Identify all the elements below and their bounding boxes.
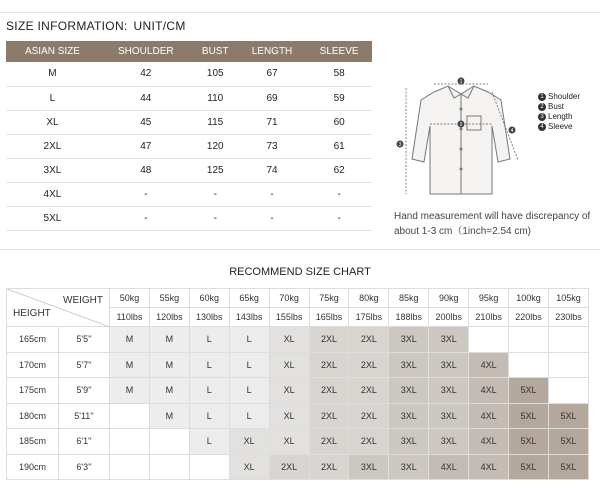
height-ft-cell: 5'11'' bbox=[59, 403, 110, 429]
size-recommend-cell bbox=[149, 454, 189, 480]
size-recommend-cell: 3XL bbox=[389, 454, 429, 480]
size-table-header bbox=[6, 41, 372, 62]
size-cell: 71 bbox=[238, 110, 306, 134]
height-cm-cell: 175cm bbox=[7, 378, 59, 404]
size-cell: 42 bbox=[99, 62, 193, 86]
size-recommend-cell: 5XL bbox=[548, 429, 588, 455]
size-info-unit: UNIT/CM bbox=[133, 19, 186, 33]
size-recommend-cell: 3XL bbox=[429, 429, 469, 455]
size-cell: 125 bbox=[193, 158, 238, 182]
size-cell: 3XL bbox=[6, 158, 99, 182]
size-row bbox=[6, 158, 372, 182]
size-recommend-cell bbox=[110, 454, 150, 480]
size-cell: - bbox=[238, 182, 306, 206]
size-column-header: ASIAN SIZE bbox=[6, 41, 99, 62]
weight-kg-cell: 70kg bbox=[269, 289, 309, 308]
size-recommend-cell: XL bbox=[269, 429, 309, 455]
size-cell: - bbox=[306, 206, 372, 230]
legend-item bbox=[538, 102, 580, 112]
size-recommend-cell: L bbox=[189, 429, 229, 455]
size-recommend-cell: L bbox=[189, 403, 229, 429]
svg-text:4: 4 bbox=[510, 128, 514, 134]
size-recommend-cell: L bbox=[189, 327, 229, 353]
size-cell: 58 bbox=[306, 62, 372, 86]
size-recommend-cell: M bbox=[149, 378, 189, 404]
size-recommend-cell bbox=[548, 352, 588, 378]
height-header: HEIGHT bbox=[13, 308, 51, 319]
size-recommend-cell: 4XL bbox=[469, 429, 509, 455]
legend-label: Sleeve bbox=[548, 122, 573, 131]
height-row bbox=[7, 378, 589, 404]
size-column-header: SLEEVE bbox=[306, 41, 372, 62]
size-cell: 59 bbox=[306, 86, 372, 110]
weight-lbs-cell: 165lbs bbox=[309, 308, 349, 327]
svg-text:1: 1 bbox=[459, 79, 463, 85]
legend-label: Bust bbox=[548, 102, 565, 111]
weight-kg-cell: 60kg bbox=[189, 289, 229, 308]
height-cm-cell: 165cm bbox=[7, 327, 59, 353]
weight-lbs-cell: 130lbs bbox=[189, 308, 229, 327]
weight-kg-cell: 105kg bbox=[548, 289, 588, 308]
height-row bbox=[7, 454, 589, 480]
size-row bbox=[6, 110, 372, 134]
height-ft-cell: 5'5'' bbox=[59, 327, 110, 353]
size-recommend-cell bbox=[509, 352, 549, 378]
weight-kg-cell: 100kg bbox=[509, 289, 549, 308]
weight-kg-cell: 75kg bbox=[309, 289, 349, 308]
weight-lbs-cell: 188lbs bbox=[389, 308, 429, 327]
size-recommend-cell: 3XL bbox=[429, 352, 469, 378]
number-badge-icon: 4 bbox=[538, 123, 546, 131]
height-cm-cell: 170cm bbox=[7, 352, 59, 378]
size-recommend-cell: 2XL bbox=[349, 327, 389, 353]
size-recommend-cell: 3XL bbox=[389, 403, 429, 429]
size-recommend-cell: L bbox=[229, 352, 269, 378]
height-row bbox=[7, 327, 589, 353]
size-recommend-cell: M bbox=[110, 327, 150, 353]
size-row bbox=[6, 62, 372, 86]
height-row bbox=[7, 429, 589, 455]
number-badge-icon: 2 bbox=[538, 103, 546, 111]
size-recommend-cell: 3XL bbox=[429, 403, 469, 429]
height-cm-cell: 180cm bbox=[7, 403, 59, 429]
size-recommend-cell: XL bbox=[269, 352, 309, 378]
size-recommend-cell: XL bbox=[229, 429, 269, 455]
size-recommend-cell: 3XL bbox=[389, 352, 429, 378]
weight-lbs-cell: 220lbs bbox=[509, 308, 549, 327]
size-cell: 67 bbox=[238, 62, 306, 86]
height-cm-cell: 185cm bbox=[7, 429, 59, 455]
legend-item bbox=[538, 92, 580, 102]
weight-kg-cell: 95kg bbox=[469, 289, 509, 308]
weight-header: WEIGHT bbox=[63, 295, 103, 306]
size-cell: M bbox=[6, 62, 99, 86]
measurement-note: Hand measurement will have discrepancy of about 1-3 cm（1inch=2.54 cm) bbox=[394, 211, 591, 237]
size-recommend-cell: 3XL bbox=[389, 378, 429, 404]
size-info-label: SIZE INFORMATION: bbox=[6, 19, 128, 33]
size-cell: 69 bbox=[238, 86, 306, 110]
size-cell: XL bbox=[6, 110, 99, 134]
size-cell: - bbox=[99, 182, 193, 206]
size-recommend-cell: XL bbox=[229, 454, 269, 480]
size-recommend-cell: 5XL bbox=[509, 378, 549, 404]
size-cell: 4XL bbox=[6, 182, 99, 206]
size-recommend-cell bbox=[469, 327, 509, 353]
size-recommend-cell bbox=[110, 403, 150, 429]
size-recommend-cell: 3XL bbox=[429, 378, 469, 404]
size-row bbox=[6, 206, 372, 230]
recommend-table-body bbox=[7, 289, 589, 480]
table-corner bbox=[7, 289, 110, 327]
size-cell: - bbox=[306, 182, 372, 206]
size-recommend-cell: 3XL bbox=[389, 429, 429, 455]
size-table-body bbox=[6, 62, 372, 230]
size-cell: L bbox=[6, 86, 99, 110]
size-row bbox=[6, 86, 372, 110]
size-recommend-cell: 4XL bbox=[469, 352, 509, 378]
size-recommend-cell: M bbox=[149, 403, 189, 429]
size-cell: 47 bbox=[99, 134, 193, 158]
number-badge-icon: 1 bbox=[538, 93, 546, 101]
size-recommend-cell bbox=[110, 429, 150, 455]
shirt-measurement-diagram bbox=[386, 64, 536, 214]
weight-kg-cell: 80kg bbox=[349, 289, 389, 308]
size-recommend-cell: M bbox=[149, 352, 189, 378]
size-recommend-cell: 3XL bbox=[349, 454, 389, 480]
size-cell: 2XL bbox=[6, 134, 99, 158]
height-ft-cell: 5'7'' bbox=[59, 352, 110, 378]
weight-lbs-cell: 110lbs bbox=[110, 308, 150, 327]
size-row bbox=[6, 182, 372, 206]
weight-lbs-cell: 143lbs bbox=[229, 308, 269, 327]
legend-item bbox=[538, 112, 580, 122]
legend-label: Length bbox=[548, 112, 573, 121]
size-recommend-cell bbox=[548, 327, 588, 353]
weight-lbs-cell: 120lbs bbox=[149, 308, 189, 327]
size-row bbox=[6, 134, 372, 158]
size-recommend-cell: 2XL bbox=[309, 429, 349, 455]
size-cell: 74 bbox=[238, 158, 306, 182]
size-cell: 73 bbox=[238, 134, 306, 158]
size-recommend-cell: M bbox=[110, 378, 150, 404]
svg-text:3: 3 bbox=[398, 142, 402, 148]
size-column-header: BUST bbox=[193, 41, 238, 62]
size-cell: 48 bbox=[99, 158, 193, 182]
size-recommend-cell: M bbox=[149, 327, 189, 353]
weight-lbs-cell: 175lbs bbox=[349, 308, 389, 327]
size-cell: 45 bbox=[99, 110, 193, 134]
size-recommend-cell: 3XL bbox=[429, 327, 469, 353]
weight-lbs-cell: 200lbs bbox=[429, 308, 469, 327]
size-recommend-cell: 2XL bbox=[349, 403, 389, 429]
size-recommend-cell: M bbox=[110, 352, 150, 378]
size-recommend-cell: 2XL bbox=[309, 327, 349, 353]
size-cell: - bbox=[193, 206, 238, 230]
size-cell: 5XL bbox=[6, 206, 99, 230]
size-cell: 110 bbox=[193, 86, 238, 110]
size-cell: 115 bbox=[193, 110, 238, 134]
weight-kg-row bbox=[7, 289, 589, 308]
size-recommend-cell: L bbox=[189, 378, 229, 404]
top-rule bbox=[0, 12, 600, 13]
height-ft-cell: 6'1'' bbox=[59, 429, 110, 455]
size-info-title bbox=[6, 19, 186, 33]
weight-lbs-cell: 210lbs bbox=[469, 308, 509, 327]
size-recommend-cell: L bbox=[229, 327, 269, 353]
size-info-table bbox=[6, 41, 372, 231]
size-recommend-cell: 3XL bbox=[389, 327, 429, 353]
height-row bbox=[7, 403, 589, 429]
size-recommend-cell: XL bbox=[269, 378, 309, 404]
weight-lbs-cell: 155lbs bbox=[269, 308, 309, 327]
size-cell: 60 bbox=[306, 110, 372, 134]
measurement-legend bbox=[538, 92, 580, 132]
size-recommend-cell: L bbox=[229, 403, 269, 429]
size-cell: 44 bbox=[99, 86, 193, 110]
size-recommend-cell bbox=[189, 454, 229, 480]
size-recommend-cell: 5XL bbox=[509, 403, 549, 429]
size-recommend-cell: XL bbox=[269, 403, 309, 429]
size-column-header: LENGTH bbox=[238, 41, 306, 62]
size-recommend-cell: 5XL bbox=[509, 429, 549, 455]
size-recommend-cell: 2XL bbox=[309, 378, 349, 404]
weight-kg-cell: 85kg bbox=[389, 289, 429, 308]
recommend-title: RECOMMEND SIZE CHART bbox=[229, 266, 371, 278]
size-cell: 105 bbox=[193, 62, 238, 86]
size-recommend-cell: 2XL bbox=[309, 352, 349, 378]
size-recommend-cell: 2XL bbox=[349, 429, 389, 455]
svg-text:2: 2 bbox=[459, 122, 463, 128]
number-badge-icon: 3 bbox=[538, 113, 546, 121]
height-ft-cell: 5'9'' bbox=[59, 378, 110, 404]
weight-kg-cell: 90kg bbox=[429, 289, 469, 308]
weight-lbs-cell: 230lbs bbox=[548, 308, 588, 327]
legend-item bbox=[538, 122, 580, 132]
size-cell: 62 bbox=[306, 158, 372, 182]
size-recommend-cell: XL bbox=[269, 327, 309, 353]
size-recommend-cell: 4XL bbox=[429, 454, 469, 480]
size-column-header: SHOULDER bbox=[99, 41, 193, 62]
size-recommend-cell bbox=[509, 327, 549, 353]
size-recommend-cell: 5XL bbox=[509, 454, 549, 480]
size-recommend-cell: L bbox=[229, 378, 269, 404]
size-recommend-cell: 2XL bbox=[269, 454, 309, 480]
size-recommend-cell bbox=[149, 429, 189, 455]
size-recommend-cell: 4XL bbox=[469, 403, 509, 429]
size-cell: 120 bbox=[193, 134, 238, 158]
section-divider bbox=[0, 249, 600, 250]
size-recommend-cell: 5XL bbox=[548, 454, 588, 480]
height-row bbox=[7, 352, 589, 378]
size-cell: - bbox=[193, 182, 238, 206]
size-cell: - bbox=[238, 206, 306, 230]
size-cell: - bbox=[99, 206, 193, 230]
size-cell: 61 bbox=[306, 134, 372, 158]
size-recommend-cell: 2XL bbox=[349, 378, 389, 404]
size-recommend-cell: 2XL bbox=[349, 352, 389, 378]
weight-kg-cell: 50kg bbox=[110, 289, 150, 308]
size-recommend-cell: 5XL bbox=[548, 403, 588, 429]
size-recommend-cell: L bbox=[189, 352, 229, 378]
size-recommend-cell: 4XL bbox=[469, 454, 509, 480]
weight-kg-cell: 55kg bbox=[149, 289, 189, 308]
size-recommend-cell: 2XL bbox=[309, 454, 349, 480]
size-recommend-cell: 4XL bbox=[469, 378, 509, 404]
legend-label: Shoulder bbox=[548, 92, 581, 101]
height-ft-cell: 6'3'' bbox=[59, 454, 110, 480]
size-recommend-cell: 2XL bbox=[309, 403, 349, 429]
recommend-size-table bbox=[6, 288, 589, 480]
size-recommend-cell bbox=[548, 378, 588, 404]
weight-kg-cell: 65kg bbox=[229, 289, 269, 308]
height-cm-cell: 190cm bbox=[7, 454, 59, 480]
